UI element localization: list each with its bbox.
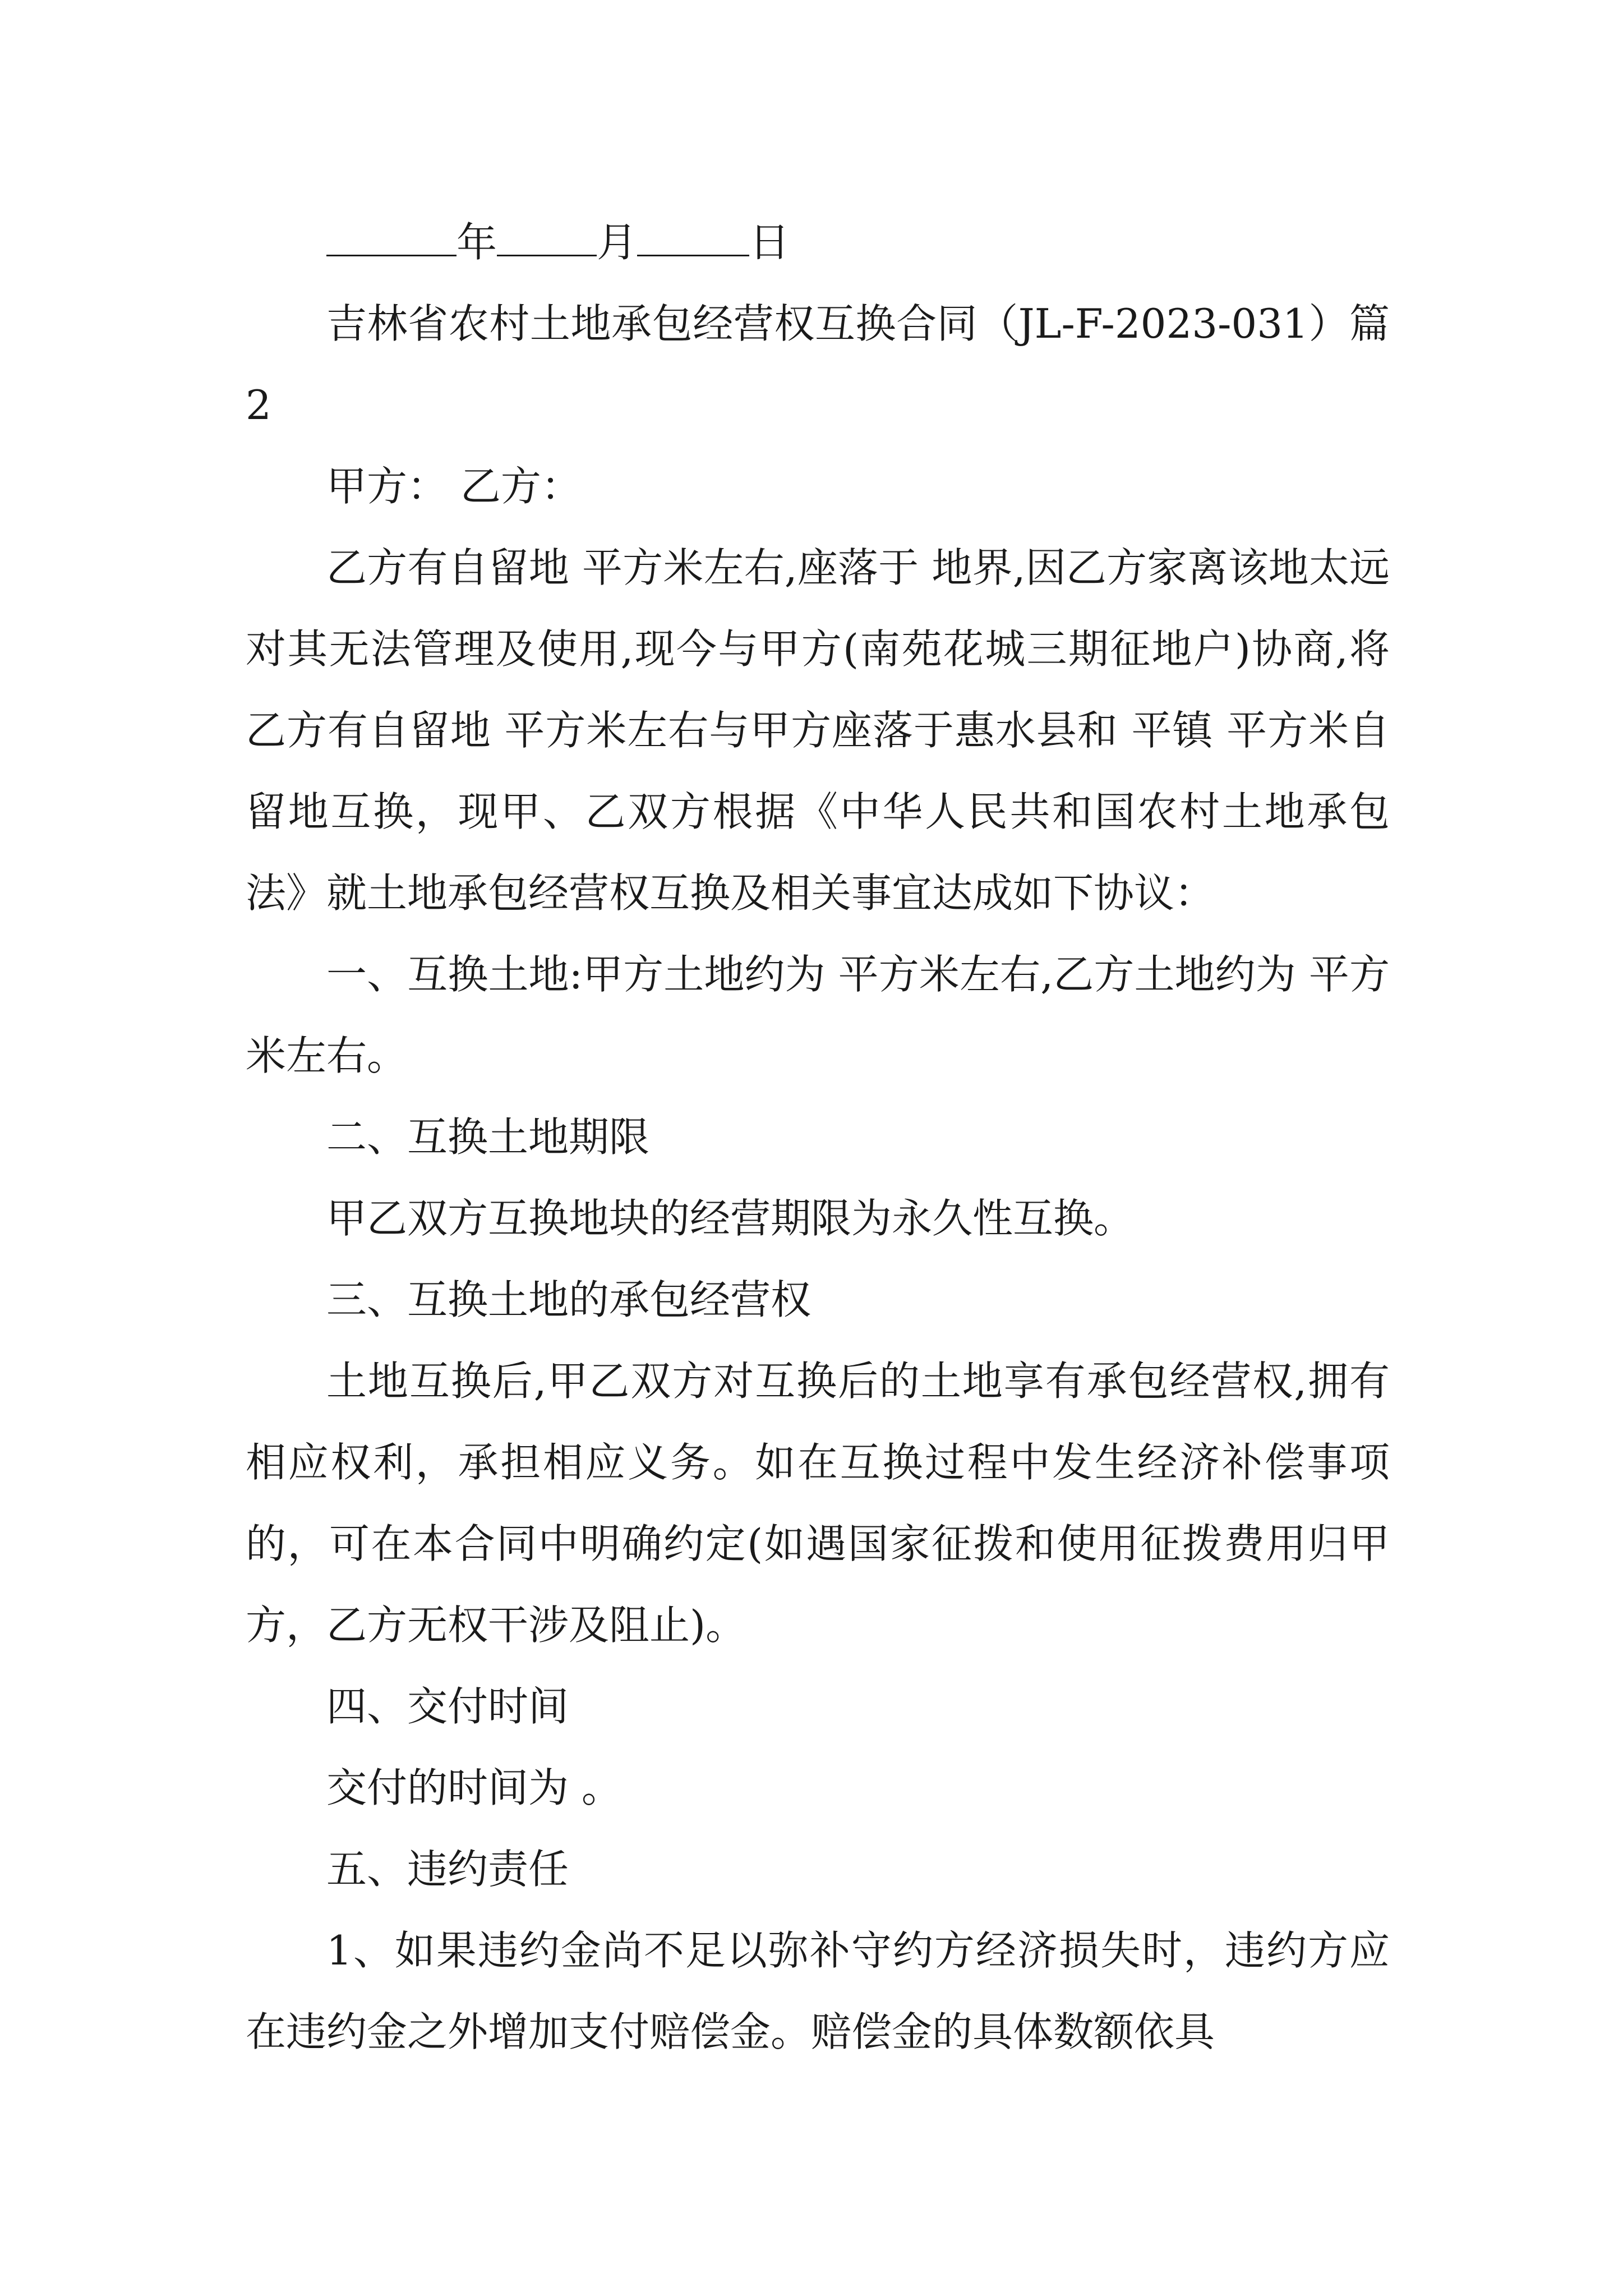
clause-4-heading: 四、交付时间 [326, 1683, 569, 1730]
month-blank [497, 218, 597, 256]
year-label: 年 [457, 219, 497, 266]
day-blank [637, 218, 749, 256]
clause-5-item-1: 1、如果违约金尚不足以弥补守约方经济损失时，违约方应在违约金之外增加支付赔偿金。赔偿金的具体数额依具 [246, 1927, 1390, 2055]
clause-5-heading: 五、违约责任 [326, 1846, 569, 1893]
preamble-paragraph: 乙方有自留地 平方米左右,座落于 地界,因乙方家离该地太远对其无法管理及使用,现今与甲方(南苑花城三期征地户)协商,将乙方有自留地 平方米左右与甲方座落于惠水县和 平镇 平方米自留地互换，现甲、乙双方根据《中华人民共和国农村土地承包法》就土地承包经营权互换及相关事宜达成如下协议： [246, 544, 1390, 917]
clause-4-body: 交付的时间为 。 [326, 1764, 622, 1811]
clause-1-land-exchange: 一、互换土地:甲方土地约为 平方米左右,乙方土地约为 平方米左右。 [246, 951, 1390, 1079]
contract-title: 吉林省农村土地承包经营权互换合同（JL-F-2023-031）篇2 [246, 300, 1390, 429]
clause-3-heading: 三、互换土地的承包经营权 [326, 1276, 811, 1323]
clause-3-body: 土地互换后,甲乙双方对互换后的土地享有承包经营权,拥有相应权利，承担相应义务。如在互换过程中发生经济补偿事项的，可在本合同中明确约定(如遇国家征拨和使用征拨费用归甲方，乙方无权干涉及阻止)。 [246, 1358, 1390, 1649]
day-label: 日 [749, 219, 790, 266]
month-label: 月 [597, 219, 638, 266]
date-line [246, 202, 1390, 283]
year-blank [326, 218, 457, 256]
document-body [246, 202, 1390, 2073]
clause-2-heading: 二、互换土地期限 [326, 1114, 650, 1161]
parties-line: 甲方： 乙方： [326, 463, 582, 510]
clause-2-body: 甲乙双方互换地块的经营期限为永久性互换。 [326, 1195, 1135, 1242]
